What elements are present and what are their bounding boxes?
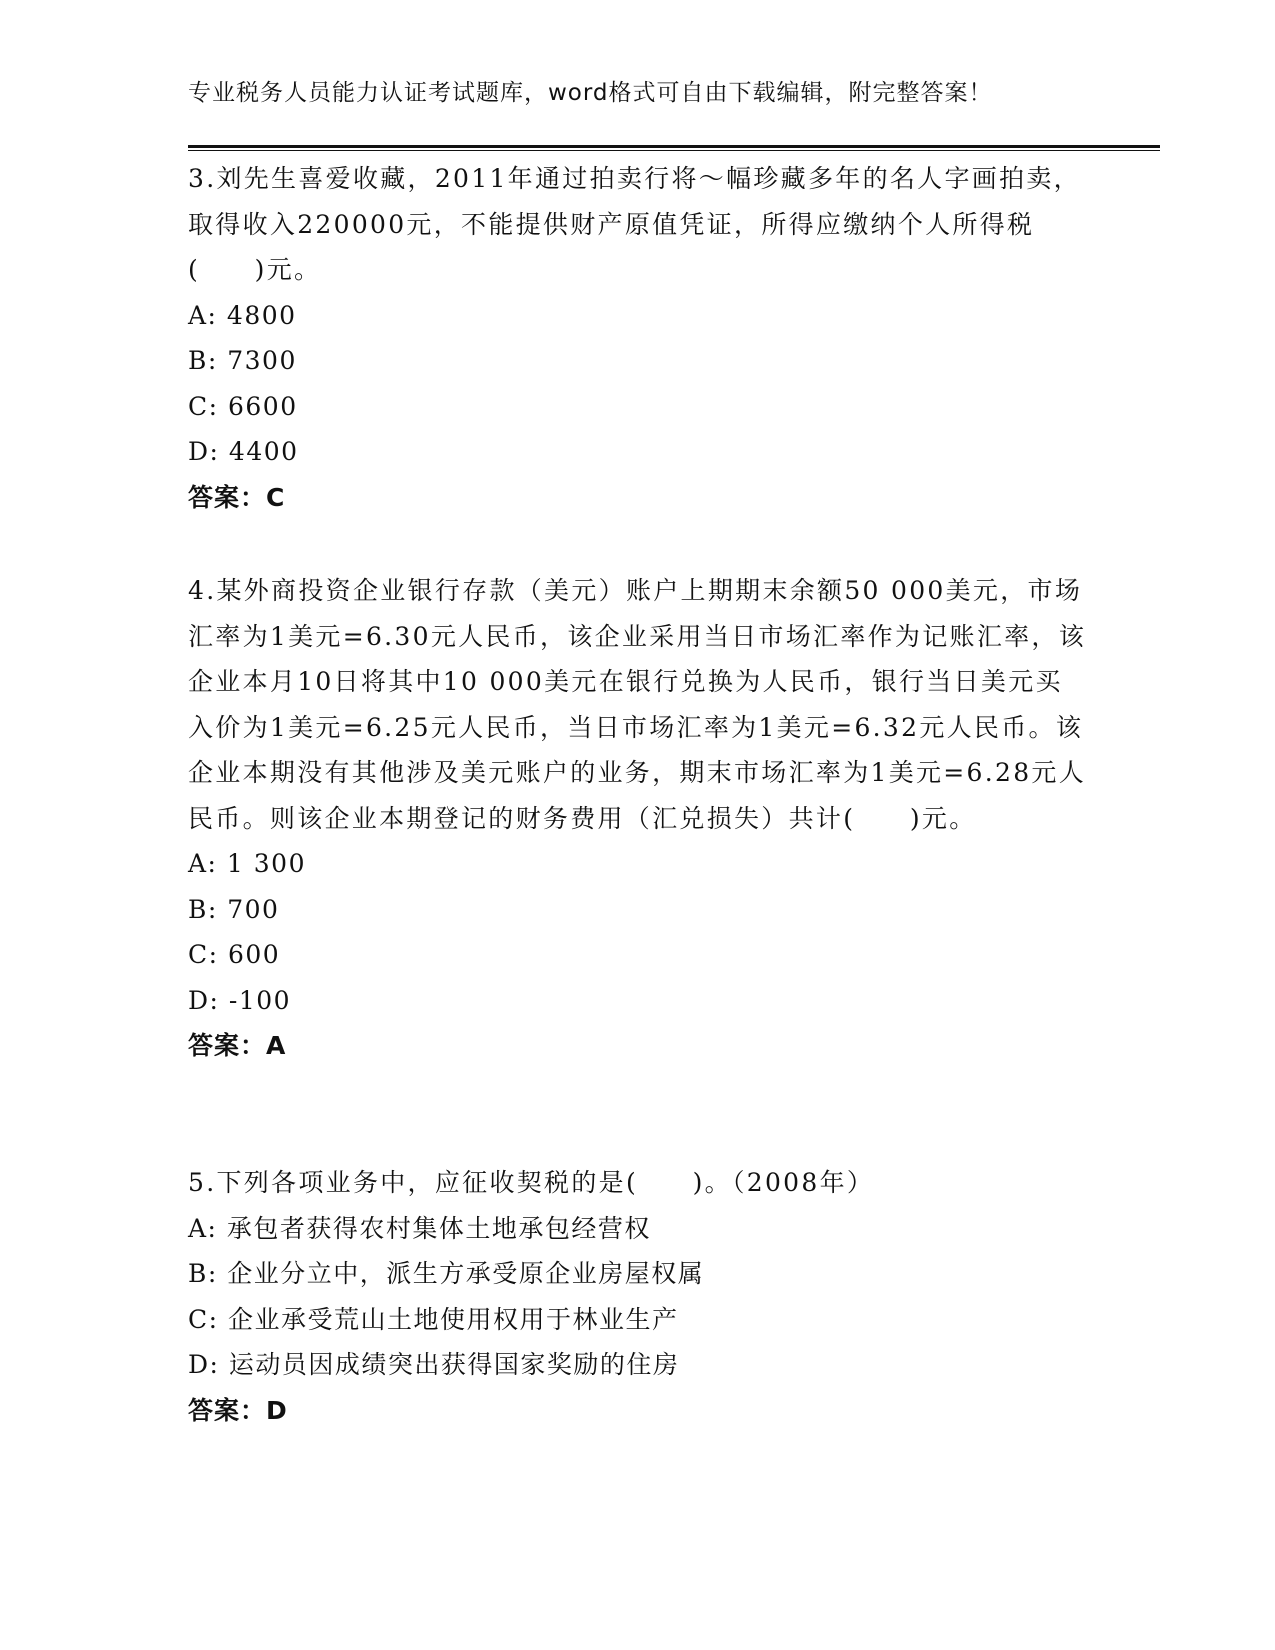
option-a: A: 4800 (188, 300, 297, 330)
question-3 (188, 156, 1088, 520)
option-c: C: 企业承受荒山土地使用权用于林业生产 (188, 1304, 679, 1334)
page-header: 专业税务人员能力认证考试题库，word格式可自由下载编辑，附完整答案！ (188, 80, 993, 106)
answer: 答案：C (188, 482, 286, 512)
question-stem: 5.下列各项业务中，应征收契税的是( )。（2008年） (188, 1168, 875, 1197)
option-c: C: 600 (188, 940, 281, 969)
header-divider (188, 145, 1160, 148)
option-b: B: 700 (188, 894, 280, 924)
option-d: D: 4400 (188, 437, 299, 466)
option-a: A: 承包者获得农村集体土地承包经营权 (188, 1213, 651, 1243)
option-d: D: -100 (188, 985, 292, 1015)
option-d: D: 运动员因成绩突出获得国家奖励的住房 (188, 1350, 680, 1379)
option-b: B: 企业分立中，派生方承受原企业房屋权属 (188, 1259, 705, 1288)
option-b: B: 7300 (188, 346, 297, 375)
question-stem: 3.刘先生喜爱收藏，2011年通过拍卖行将～幅珍藏多年的名人字画拍卖，取得收入220000元，不能提供财产原值凭证，所得应缴纳个人所得税( )元。 (188, 164, 1081, 284)
option-a: A: 1 300 (188, 849, 306, 878)
header-divider-thin (188, 150, 1160, 151)
option-c: C: 6600 (188, 391, 298, 421)
answer: 答案：A (188, 1031, 287, 1060)
question-stem: 4.某外商投资企业银行存款（美元）账户上期期末余额50 000美元，市场汇率为1美元=6.30元人民币，该企业采用当日市场汇率作为记账汇率，该企业本月10日将其中10 000美元在银行兑换为人民币，银行当日美元买入价为1美元=6.25元人民币，当日市场汇率为1美元=6.32元人民币。该企业本期没有其他涉及美元账户的业务，期末市场汇率为1美元=6.28元人民币。则该企业本期登记的财务费用（汇兑损失）共计( )元。 (188, 576, 1087, 833)
answer: 答案：D (188, 1395, 288, 1425)
question-5 (188, 1160, 1088, 1433)
question-4 (188, 568, 1088, 1069)
